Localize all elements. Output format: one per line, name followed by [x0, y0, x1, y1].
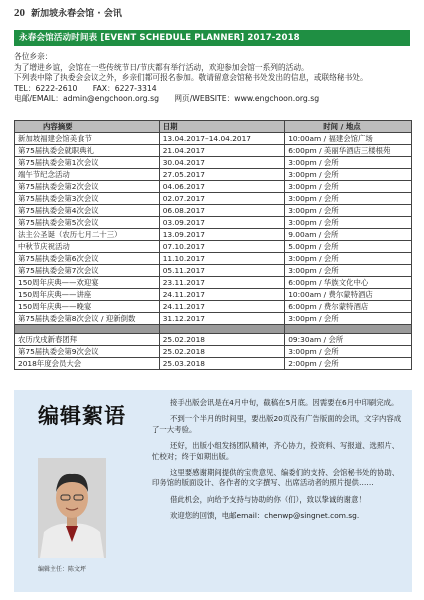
- table-row: [15, 157, 412, 169]
- publication-name: 新加坡永春会馆 · 会讯: [31, 9, 122, 19]
- intro-line-2: 下列表中除了执委会会议之外，乡亲们都可报名参加。敬请留意会馆秘书处发出的信息，或联络秘书处。: [14, 73, 368, 83]
- cell-content: 第75届执委会第1次会议: [15, 157, 160, 169]
- schedule-table: [14, 120, 412, 370]
- cell-content: 第75届执委会第3次会议: [15, 193, 160, 205]
- cell-time-venue: [285, 325, 412, 334]
- header-content: 内容摘要: [15, 121, 160, 133]
- cell-content: 第75届执委会第2次会议: [15, 181, 160, 193]
- cell-date: 30.04.2017: [159, 157, 285, 169]
- cell-time-venue: 3:00pm / 会所: [285, 346, 412, 358]
- cell-date: 02.07.2017: [159, 193, 285, 205]
- table-row: [15, 193, 412, 205]
- cell-date: 21.04.2017: [159, 145, 285, 157]
- cell-date: [159, 325, 285, 334]
- editor-paragraph: 这里要感谢期间提供的宝贵意见、编委们的支持、会馆秘书处的协助、印务馆的版面设计、各作者的文字撰写、出席活动者的照片提供……: [152, 468, 400, 488]
- cell-content: 新加坡福建会馆美食节: [15, 133, 160, 145]
- cell-time-venue: 6:00pm / 费尔蒙特酒店: [285, 301, 412, 313]
- cell-time-venue: 3:00pm / 会所: [285, 205, 412, 217]
- table-row: [15, 346, 412, 358]
- cell-time-venue: 9.00am / 会所: [285, 229, 412, 241]
- editor-note-box: [14, 390, 412, 592]
- cell-date: 31.12.2017: [159, 313, 285, 325]
- editor-title: 编辑絮语: [38, 404, 126, 428]
- cell-time-venue: 3:00pm / 会所: [285, 181, 412, 193]
- cell-time-venue: 6:00pm / 美丽华酒店三楼根苑: [285, 145, 412, 157]
- cell-date: 25.02.2018: [159, 334, 285, 346]
- cell-time-venue: 6:00pm / 华族文化中心: [285, 277, 412, 289]
- table-row: [15, 169, 412, 181]
- cell-content: [15, 325, 160, 334]
- table-row: [15, 241, 412, 253]
- cell-date: 06.08.2017: [159, 205, 285, 217]
- cell-time-venue: 3:00pm / 会所: [285, 193, 412, 205]
- cell-content: 第75届执委会第8次会议 / 迎新倒数: [15, 313, 160, 325]
- editor-caption: 编辑主任：陈文坪: [38, 566, 87, 573]
- cell-content: 第75届执委会第6次会议: [15, 253, 160, 265]
- cell-content: 150周年庆典——晚宴: [15, 301, 160, 313]
- cell-content: 150周年庆典——欢迎宴: [15, 277, 160, 289]
- table-row: [15, 277, 412, 289]
- header-time-venue: 时间 / 地点: [285, 121, 412, 133]
- cell-content: 第75届执委会第4次会议: [15, 205, 160, 217]
- table-row: [15, 289, 412, 301]
- editor-paragraph: 还好，出版小组发扬团队精神，齐心协力，投资料、写报道、选照片、忙校对；终于如期出版。: [152, 441, 400, 461]
- cell-content: 第75届执委会就职典礼: [15, 145, 160, 157]
- cell-time-venue: 3:00pm / 会所: [285, 253, 412, 265]
- editor-photo: [38, 458, 106, 558]
- table-row: [15, 325, 412, 334]
- cell-date: 27.05.2017: [159, 169, 285, 181]
- editor-paragraph: 接手出版会讯是在4月中旬，截稿在5月底。因需要在6月中印刷完成。: [170, 398, 399, 407]
- cell-content: 中秋节庆祝活动: [15, 241, 160, 253]
- cell-time-venue: 09:30am / 会所: [285, 334, 412, 346]
- editor-text: [152, 398, 402, 528]
- cell-content: 第75届执委会第7次会议: [15, 265, 160, 277]
- table-header-row: [15, 121, 412, 133]
- table-row: [15, 145, 412, 157]
- page-number: 20: [14, 7, 25, 19]
- intro-block: [14, 52, 410, 105]
- header-date: 日期: [159, 121, 285, 133]
- cell-time-venue: 3:00pm / 会所: [285, 169, 412, 181]
- cell-date: 24.11.2017: [159, 301, 285, 313]
- table-row: [15, 301, 412, 313]
- contact-email-web: 电邮/EMAIL：admin@engchoon.org.sg 网页/WEBSITE：www.engchoon.org.sg: [14, 94, 320, 104]
- cell-date: 07.10.2017: [159, 241, 285, 253]
- cell-date: 23.11.2017: [159, 277, 285, 289]
- cell-time-venue: 3:00pm / 会所: [285, 265, 412, 277]
- schedule-body: [15, 133, 412, 370]
- cell-time-venue: 2:00pm / 会所: [285, 358, 412, 370]
- cell-content: 法主公圣诞（农历七月二十三）: [15, 229, 160, 241]
- contact-tel-fax: TEL：6222-2610 FAX：6227-3314: [14, 83, 157, 93]
- cell-date: 04.06.2017: [159, 181, 285, 193]
- table-row: [15, 253, 412, 265]
- page-header: [14, 6, 410, 20]
- editor-paragraph: 借此机会，向给予支持与协助的你（们），致以挚诚的谢意！: [170, 494, 366, 504]
- table-row: [15, 205, 412, 217]
- table-row: [15, 265, 412, 277]
- cell-date: 13.04.2017–14.04.2017: [159, 133, 285, 145]
- cell-content: 第75届执委会第5次会议: [15, 217, 160, 229]
- cell-date: 25.02.2018: [159, 346, 285, 358]
- cell-date: 03.09.2017: [159, 217, 285, 229]
- cell-time-venue: 10:00am / 费尔蒙特酒店: [285, 289, 412, 301]
- table-row: [15, 358, 412, 370]
- editor-paragraph: 不到一个半月的时间里，要出版20页没有广告版面的会讯，文字内容成了一大考验。: [152, 414, 402, 434]
- cell-date: 24.11.2017: [159, 289, 285, 301]
- table-row: [15, 229, 412, 241]
- cell-time-venue: 5.00pm / 会所: [285, 241, 412, 253]
- cell-content: 2018年度会员大会: [15, 358, 160, 370]
- cell-time-venue: 3:00pm / 会所: [285, 217, 412, 229]
- cell-content: 150周年庆典——讲座: [15, 289, 160, 301]
- cell-time-venue: 3:00pm / 会所: [285, 157, 412, 169]
- intro-line-1: 为了增进乡谊，会馆在一些传统节日/节庆都有举行活动，欢迎参加会馆一系列的活动。: [14, 62, 309, 72]
- editor-portrait-image: [38, 458, 106, 558]
- cell-time-venue: 10:00am / 福建会馆广场: [285, 133, 412, 145]
- editor-paragraph: 欢迎您的回馈，电邮email：chenwp@singnet.com.sg.: [170, 511, 360, 521]
- cell-content: 农历戊戌新春团拜: [15, 334, 160, 346]
- cell-date: 05.11.2017: [159, 265, 285, 277]
- intro-greeting: 各位乡亲：: [14, 52, 53, 61]
- table-row: [15, 334, 412, 346]
- table-row: [15, 133, 412, 145]
- cell-content: 端午节纪念活动: [15, 169, 160, 181]
- cell-date: 11.10.2017: [159, 253, 285, 265]
- cell-date: 13.09.2017: [159, 229, 285, 241]
- schedule-banner: 永春会馆活动时间表 [EVENT SCHEDULE PLANNER] 2017-2018: [14, 30, 410, 46]
- table-row: [15, 181, 412, 193]
- cell-content: 第75届执委会第9次会议: [15, 346, 160, 358]
- table-row: [15, 217, 412, 229]
- table-row: [15, 313, 412, 325]
- cell-date: 25.03.2018: [159, 358, 285, 370]
- cell-time-venue: 3:00pm / 会所: [285, 313, 412, 325]
